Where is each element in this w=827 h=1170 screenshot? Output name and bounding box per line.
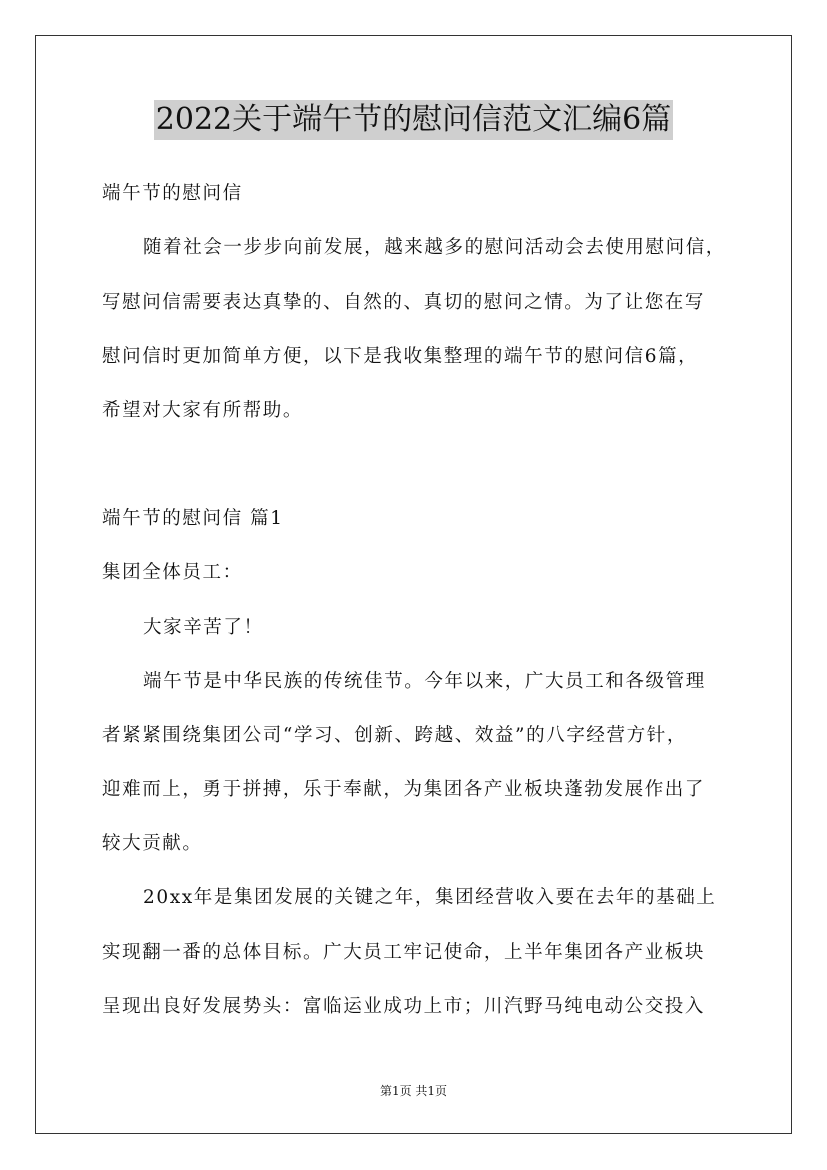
- document-title: 2022关于端午节的慰问信范文汇编6篇: [154, 100, 673, 140]
- paragraph1-line-3: 迎难而上，勇于拼搏，乐于奉献，为集团各产业板块蓬勃发展作出了: [102, 779, 706, 800]
- page-footer: 第1页 共1页: [379, 1084, 448, 1098]
- intro-line-1: 随着社会一步步向前发展，越来越多的慰问活动会去使用慰问信，: [143, 237, 726, 258]
- salutation: 集团全体员工：: [102, 562, 243, 583]
- paragraph2-line-3: 呈现出良好发展势头：富临运业成功上市；川汽野马纯电动公交投入: [102, 996, 706, 1017]
- paragraph1-line-2: 者紧紧围绕集团公司“学习、创新、跨越、效益”的八字经营方针，: [102, 725, 687, 746]
- intro-line-4: 希望对大家有所帮助。: [102, 400, 304, 421]
- paragraph1-line-1: 端午节是中华民族的传统佳节。今年以来，广大员工和各级管理: [143, 671, 706, 692]
- greeting: 大家辛苦了！: [143, 617, 264, 638]
- intro-line-2: 写慰问信需要表达真挚的、自然的、真切的慰问之情。为了让您在写: [102, 292, 706, 313]
- title-container: [0, 100, 827, 140]
- intro-line-3: 慰问信时更加简单方便，以下是我收集整理的端午节的慰问信6篇，: [102, 346, 699, 367]
- paragraph2-line-2: 实现翻一番的总体目标。广大员工牢记使命，上半年集团各产业板块: [102, 942, 706, 963]
- paragraph2-line-1: 20xx年是集团发展的关键之年，集团经营收入要在去年的基础上: [143, 887, 717, 908]
- intro-heading: 端午节的慰问信: [102, 183, 243, 204]
- section-heading: 端午节的慰问信 篇1: [102, 508, 284, 529]
- paragraph1-line-4: 较大贡献。: [102, 833, 203, 854]
